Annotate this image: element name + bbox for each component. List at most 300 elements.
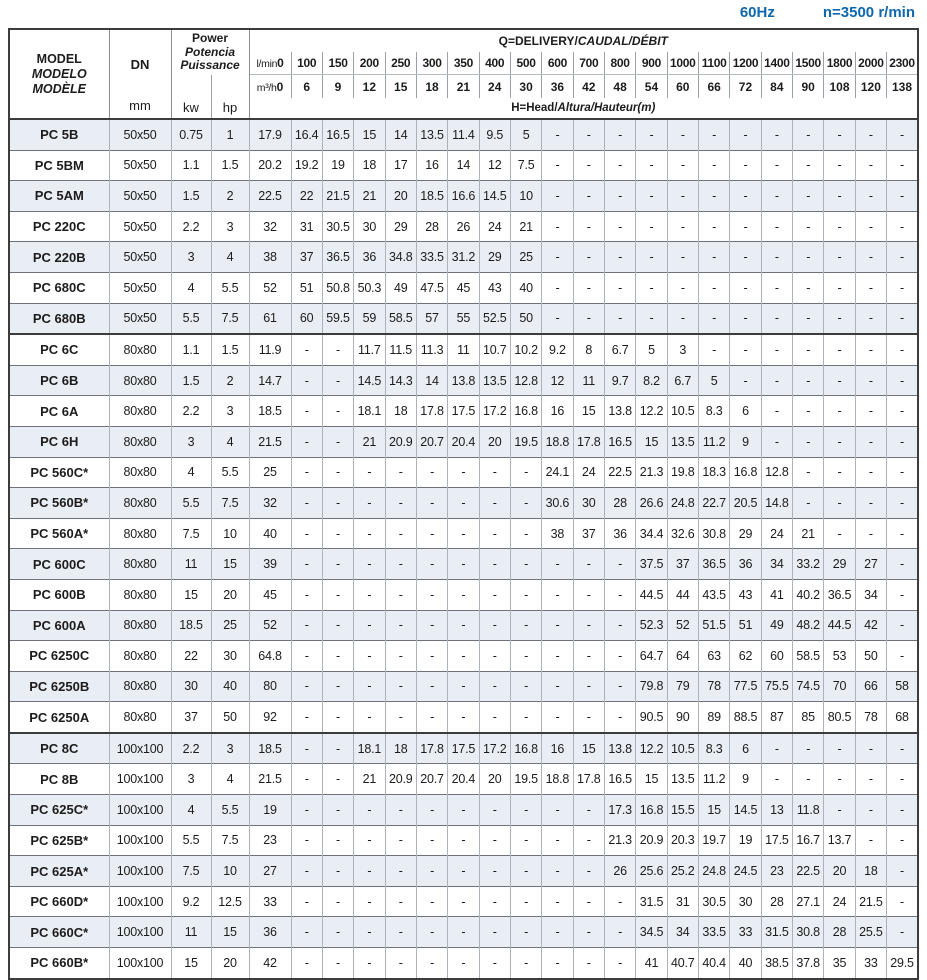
- hp-column-header: hp: [211, 75, 249, 120]
- head-value-cell: -: [322, 426, 353, 457]
- head-value-cell: 17.2: [479, 396, 510, 427]
- head-value-cell: -: [354, 702, 385, 733]
- head-value-cell: 37: [573, 518, 604, 549]
- head-value-cell: -: [510, 579, 541, 610]
- head-value-cell: -: [887, 549, 918, 580]
- head-value-cell: 15: [354, 119, 385, 150]
- table-row: [9, 671, 918, 702]
- table-body: [9, 119, 918, 979]
- flow-lmin-value: 2000: [855, 52, 886, 75]
- head-value-cell: -: [354, 671, 385, 702]
- hp-cell: 10: [211, 518, 249, 549]
- head-value-cell: 18.1: [354, 396, 385, 427]
- head-value-cell: 18.5: [249, 733, 291, 764]
- head-value-cell: -: [291, 488, 322, 519]
- head-value-cell: 33: [855, 948, 886, 979]
- model-cell: PC 600B: [9, 579, 109, 610]
- head-value-cell: -: [793, 272, 824, 303]
- head-value-cell: -: [291, 825, 322, 856]
- flow-m3h-value: 48: [604, 75, 635, 99]
- head-value-cell: -: [385, 610, 416, 641]
- head-value-cell: 31: [667, 886, 698, 917]
- head-value-cell: 36: [354, 242, 385, 273]
- flow-lmin-value: 100: [291, 52, 322, 75]
- flow-lmin-value: 150: [322, 52, 353, 75]
- head-value-cell: -: [448, 825, 479, 856]
- head-value-cell: 34: [667, 917, 698, 948]
- dn-cell: 50x50: [109, 211, 171, 242]
- head-value-cell: 50.8: [322, 272, 353, 303]
- head-value-cell: -: [354, 518, 385, 549]
- head-value-cell: -: [322, 795, 353, 826]
- flow-m3h-value: 9: [322, 75, 353, 99]
- head-value-cell: 52: [667, 610, 698, 641]
- model-cell: PC 6250A: [9, 702, 109, 733]
- head-value-cell: -: [636, 303, 667, 334]
- head-value-cell: -: [510, 795, 541, 826]
- head-value-cell: -: [385, 641, 416, 672]
- head-value-cell: 49: [761, 610, 792, 641]
- head-value-cell: -: [604, 610, 635, 641]
- head-value-cell: 14: [385, 119, 416, 150]
- head-value-cell: 17.9: [249, 119, 291, 150]
- head-value-cell: -: [322, 671, 353, 702]
- head-value-cell: 42: [855, 610, 886, 641]
- head-value-cell: -: [416, 549, 447, 580]
- head-value-cell: -: [416, 856, 447, 887]
- head-value-cell: 31.5: [761, 917, 792, 948]
- head-value-cell: -: [855, 334, 886, 365]
- kw-cell: 5.5: [171, 303, 211, 334]
- head-value-cell: 11: [448, 334, 479, 365]
- dn-cell: 100x100: [109, 856, 171, 887]
- dn-cell: 80x80: [109, 518, 171, 549]
- head-value-cell: -: [604, 181, 635, 212]
- head-value-cell: 52.5: [479, 303, 510, 334]
- head-value-cell: 10.2: [510, 334, 541, 365]
- head-value-cell: -: [322, 457, 353, 488]
- head-value-cell: -: [667, 119, 698, 150]
- head-value-cell: 28: [761, 886, 792, 917]
- head-value-cell: 20.9: [385, 426, 416, 457]
- head-value-cell: 24.5: [730, 856, 761, 887]
- head-value-cell: 12.8: [510, 365, 541, 396]
- table-row: [9, 795, 918, 826]
- head-value-cell: -: [448, 641, 479, 672]
- head-value-cell: 41: [636, 948, 667, 979]
- flow-m3h-value: 72: [730, 75, 761, 99]
- head-value-cell: 16.8: [730, 457, 761, 488]
- head-value-cell: -: [322, 702, 353, 733]
- head-value-cell: 43: [479, 272, 510, 303]
- head-value-cell: -: [542, 886, 573, 917]
- head-value-cell: 58: [887, 671, 918, 702]
- pump-performance-table: [8, 28, 919, 980]
- head-value-cell: -: [542, 917, 573, 948]
- kw-cell: 1.1: [171, 334, 211, 365]
- head-value-cell: -: [416, 641, 447, 672]
- head-value-cell: -: [761, 426, 792, 457]
- table-row: [9, 856, 918, 887]
- kw-cell: 22: [171, 641, 211, 672]
- head-value-cell: -: [824, 119, 855, 150]
- hp-cell: 20: [211, 948, 249, 979]
- flow-m3h-value: 54: [636, 75, 667, 99]
- head-value-cell: -: [855, 426, 886, 457]
- head-value-cell: 43.5: [698, 579, 729, 610]
- head-value-cell: 24: [573, 457, 604, 488]
- flow-m3h-value: 21: [448, 75, 479, 99]
- head-value-cell: 16.5: [322, 119, 353, 150]
- head-value-cell: -: [887, 886, 918, 917]
- kw-cell: 7.5: [171, 856, 211, 887]
- head-value-cell: 15: [636, 764, 667, 795]
- head-value-cell: 21.5: [322, 181, 353, 212]
- head-value-cell: -: [887, 334, 918, 365]
- head-value-cell: -: [824, 457, 855, 488]
- head-value-cell: 17.5: [761, 825, 792, 856]
- dn-cell: 80x80: [109, 702, 171, 733]
- head-value-cell: 36.5: [698, 549, 729, 580]
- head-value-cell: -: [322, 825, 353, 856]
- head-value-cell: 12.2: [636, 733, 667, 764]
- head-value-cell: -: [542, 579, 573, 610]
- head-value-cell: -: [291, 764, 322, 795]
- head-value-cell: 87: [761, 702, 792, 733]
- hp-cell: 4: [211, 242, 249, 273]
- head-value-cell: -: [479, 886, 510, 917]
- dn-cell: 80x80: [109, 396, 171, 427]
- head-value-cell: 10.5: [667, 396, 698, 427]
- dn-cell: 100x100: [109, 764, 171, 795]
- model-cell: PC 220C: [9, 211, 109, 242]
- head-value-cell: 20.9: [636, 825, 667, 856]
- head-value-cell: -: [887, 764, 918, 795]
- table-row: [9, 641, 918, 672]
- head-value-cell: 20: [824, 856, 855, 887]
- head-value-cell: -: [887, 610, 918, 641]
- hp-cell: 7.5: [211, 488, 249, 519]
- head-value-cell: -: [573, 856, 604, 887]
- flow-m3h-value: 120: [855, 75, 886, 99]
- head-value-cell: 18.8: [542, 426, 573, 457]
- head-value-cell: 37: [667, 549, 698, 580]
- model-cell: PC 5BM: [9, 150, 109, 181]
- head-value-cell: -: [761, 150, 792, 181]
- hp-cell: 30: [211, 641, 249, 672]
- head-value-cell: 11.3: [416, 334, 447, 365]
- head-value-cell: 33.5: [416, 242, 447, 273]
- head-value-cell: -: [761, 303, 792, 334]
- head-value-cell: 13.8: [448, 365, 479, 396]
- head-value-cell: 12.8: [761, 457, 792, 488]
- head-value-cell: -: [761, 365, 792, 396]
- frequency-label: 60Hz: [739, 4, 775, 21]
- head-value-cell: -: [604, 948, 635, 979]
- hp-cell: 1.5: [211, 334, 249, 365]
- head-value-cell: -: [479, 917, 510, 948]
- head-value-cell: -: [855, 457, 886, 488]
- head-value-cell: -: [322, 488, 353, 519]
- head-value-cell: -: [793, 733, 824, 764]
- table-row: [9, 334, 918, 365]
- table-header: [9, 29, 918, 119]
- head-value-cell: -: [322, 641, 353, 672]
- table-row: [9, 150, 918, 181]
- head-value-cell: -: [448, 488, 479, 519]
- head-value-cell: -: [761, 396, 792, 427]
- head-value-cell: -: [855, 242, 886, 273]
- head-value-cell: -: [354, 457, 385, 488]
- dn-cell: 100x100: [109, 733, 171, 764]
- head-value-cell: 8: [573, 334, 604, 365]
- head-value-cell: 22.5: [793, 856, 824, 887]
- head-value-cell: 6.7: [604, 334, 635, 365]
- head-value-cell: 16.5: [604, 426, 635, 457]
- head-value-cell: -: [604, 886, 635, 917]
- head-value-cell: 30.8: [793, 917, 824, 948]
- hp-cell: 7.5: [211, 303, 249, 334]
- head-value-cell: 64: [667, 641, 698, 672]
- head-value-cell: 12.2: [636, 396, 667, 427]
- head-value-cell: -: [730, 242, 761, 273]
- head-value-cell: -: [510, 457, 541, 488]
- head-value-cell: -: [542, 702, 573, 733]
- head-value-cell: -: [385, 549, 416, 580]
- head-value-cell: -: [416, 886, 447, 917]
- head-value-cell: 11.7: [354, 334, 385, 365]
- head-value-cell: -: [479, 610, 510, 641]
- head-value-cell: 25.6: [636, 856, 667, 887]
- model-cell: PC 220B: [9, 242, 109, 273]
- head-value-cell: -: [604, 272, 635, 303]
- head-value-cell: 21.5: [249, 764, 291, 795]
- head-value-cell: -: [698, 272, 729, 303]
- dn-cell: 80x80: [109, 365, 171, 396]
- hp-cell: 5.5: [211, 272, 249, 303]
- head-value-cell: 30.5: [322, 211, 353, 242]
- head-value-cell: -: [573, 211, 604, 242]
- head-value-cell: -: [510, 641, 541, 672]
- head-value-cell: -: [385, 825, 416, 856]
- table-row: [9, 518, 918, 549]
- head-value-cell: 37: [291, 242, 322, 273]
- model-cell: PC 625C*: [9, 795, 109, 826]
- flow-lmin-value: 400: [479, 52, 510, 75]
- head-value-cell: 18: [354, 150, 385, 181]
- head-value-cell: 23: [761, 856, 792, 887]
- head-value-cell: -: [573, 825, 604, 856]
- head-value-cell: 50.3: [354, 272, 385, 303]
- head-value-cell: 17.8: [416, 733, 447, 764]
- flow-m3h-value: 0: [276, 79, 284, 94]
- head-value-cell: -: [824, 795, 855, 826]
- head-value-cell: 24: [479, 211, 510, 242]
- head-value-cell: 60: [761, 641, 792, 672]
- head-value-cell: 16: [416, 150, 447, 181]
- head-value-cell: 25: [249, 457, 291, 488]
- head-value-cell: 17.2: [479, 733, 510, 764]
- head-value-cell: -: [793, 334, 824, 365]
- head-value-cell: -: [573, 886, 604, 917]
- head-value-cell: 16.6: [448, 181, 479, 212]
- head-value-cell: -: [479, 702, 510, 733]
- head-value-cell: 10.5: [667, 733, 698, 764]
- head-value-cell: 9: [730, 426, 761, 457]
- head-units-header: [249, 98, 918, 119]
- head-value-cell: 28: [824, 917, 855, 948]
- head-value-cell: 38: [249, 242, 291, 273]
- head-value-cell: -: [793, 119, 824, 150]
- head-value-cell: 45: [249, 579, 291, 610]
- head-value-cell: 15: [698, 795, 729, 826]
- head-value-cell: -: [385, 518, 416, 549]
- head-value-cell: -: [291, 671, 322, 702]
- head-value-cell: -: [354, 917, 385, 948]
- flow-lmin-value: 1100: [698, 52, 729, 75]
- head-value-cell: -: [887, 641, 918, 672]
- head-value-cell: -: [448, 795, 479, 826]
- head-value-cell: -: [322, 733, 353, 764]
- hp-cell: 1: [211, 119, 249, 150]
- dn-unit-label: mm: [129, 98, 151, 113]
- head-value-cell: -: [542, 549, 573, 580]
- head-value-cell: -: [730, 181, 761, 212]
- head-value-cell: -: [887, 242, 918, 273]
- head-value-cell: -: [573, 272, 604, 303]
- head-value-cell: 68: [887, 702, 918, 733]
- head-value-cell: 9.7: [604, 365, 635, 396]
- head-value-cell: -: [793, 457, 824, 488]
- hp-cell: 10: [211, 856, 249, 887]
- head-value-cell: -: [385, 488, 416, 519]
- head-value-cell: 17.3: [604, 795, 635, 826]
- hp-cell: 5.5: [211, 457, 249, 488]
- head-value-cell: -: [887, 426, 918, 457]
- head-value-cell: 18: [855, 856, 886, 887]
- head-value-cell: -: [448, 457, 479, 488]
- head-value-cell: -: [291, 334, 322, 365]
- head-value-cell: 26.6: [636, 488, 667, 519]
- dn-column-header: [109, 29, 171, 119]
- head-value-cell: -: [887, 119, 918, 150]
- head-label-plain: H=Head/: [511, 102, 558, 114]
- head-value-cell: -: [416, 795, 447, 826]
- head-value-cell: -: [573, 150, 604, 181]
- head-value-cell: -: [291, 549, 322, 580]
- head-value-cell: 19: [730, 825, 761, 856]
- head-value-cell: -: [887, 795, 918, 826]
- head-value-cell: -: [636, 150, 667, 181]
- head-value-cell: 7.5: [510, 150, 541, 181]
- head-value-cell: 14.7: [249, 365, 291, 396]
- head-value-cell: -: [573, 702, 604, 733]
- flow-m3h-value: 84: [761, 75, 792, 99]
- head-value-cell: -: [887, 579, 918, 610]
- head-value-cell: 10.7: [479, 334, 510, 365]
- dn-cell: 100x100: [109, 825, 171, 856]
- head-value-cell: -: [479, 457, 510, 488]
- kw-cell: 15: [171, 948, 211, 979]
- kw-cell: 11: [171, 917, 211, 948]
- head-value-cell: -: [448, 948, 479, 979]
- head-value-cell: -: [416, 610, 447, 641]
- head-value-cell: -: [824, 365, 855, 396]
- head-value-cell: 21: [354, 764, 385, 795]
- head-value-cell: -: [887, 211, 918, 242]
- hp-cell: 20: [211, 579, 249, 610]
- head-value-cell: 11.8: [793, 795, 824, 826]
- head-value-cell: 13.5: [667, 764, 698, 795]
- head-value-cell: 47.5: [416, 272, 447, 303]
- hp-cell: 2: [211, 365, 249, 396]
- model-cell: PC 600C: [9, 549, 109, 580]
- dn-cell: 80x80: [109, 549, 171, 580]
- kw-cell: 30: [171, 671, 211, 702]
- dn-cell: 80x80: [109, 426, 171, 457]
- head-value-cell: -: [604, 211, 635, 242]
- head-value-cell: -: [824, 211, 855, 242]
- dn-cell: 50x50: [109, 150, 171, 181]
- head-value-cell: 30: [354, 211, 385, 242]
- head-value-cell: -: [322, 579, 353, 610]
- delivery-label-plain: Q=DELIVERY/: [498, 34, 578, 48]
- head-value-cell: 90.5: [636, 702, 667, 733]
- head-value-cell: 34: [855, 579, 886, 610]
- hp-cell: 3: [211, 211, 249, 242]
- head-value-cell: -: [887, 150, 918, 181]
- head-value-cell: -: [448, 702, 479, 733]
- head-value-cell: -: [416, 518, 447, 549]
- flow-m3h-unit-label: m³/h: [256, 81, 277, 94]
- head-value-cell: 20.4: [448, 764, 479, 795]
- head-value-cell: 18.5: [416, 181, 447, 212]
- head-value-cell: -: [322, 764, 353, 795]
- head-value-cell: -: [291, 396, 322, 427]
- model-cell: PC 5AM: [9, 181, 109, 212]
- head-value-cell: 48.2: [793, 610, 824, 641]
- flow-m3h-value: 108: [824, 75, 855, 99]
- hp-cell: 12.5: [211, 886, 249, 917]
- head-value-cell: -: [855, 488, 886, 519]
- table-row: [9, 579, 918, 610]
- head-value-cell: 21: [793, 518, 824, 549]
- flow-lmin-value: 1200: [730, 52, 761, 75]
- head-value-cell: -: [573, 641, 604, 672]
- head-value-cell: 38: [542, 518, 573, 549]
- head-value-cell: -: [573, 579, 604, 610]
- head-value-cell: -: [510, 671, 541, 702]
- dn-cell: 80x80: [109, 641, 171, 672]
- head-value-cell: -: [887, 365, 918, 396]
- head-value-cell: -: [479, 549, 510, 580]
- model-cell: PC 600A: [9, 610, 109, 641]
- head-value-cell: 13.5: [667, 426, 698, 457]
- head-value-cell: 8.3: [698, 396, 729, 427]
- head-value-cell: -: [354, 856, 385, 887]
- model-column-header: [9, 29, 109, 119]
- head-value-cell: -: [573, 303, 604, 334]
- dn-cell: 50x50: [109, 181, 171, 212]
- head-value-cell: 26: [448, 211, 479, 242]
- head-value-cell: 13: [761, 795, 792, 826]
- flow-m3h-value: 36: [542, 75, 573, 99]
- head-value-cell: 20.7: [416, 764, 447, 795]
- kw-cell: 18.5: [171, 610, 211, 641]
- head-value-cell: 39: [249, 549, 291, 580]
- head-value-cell: -: [542, 303, 573, 334]
- head-value-cell: -: [573, 181, 604, 212]
